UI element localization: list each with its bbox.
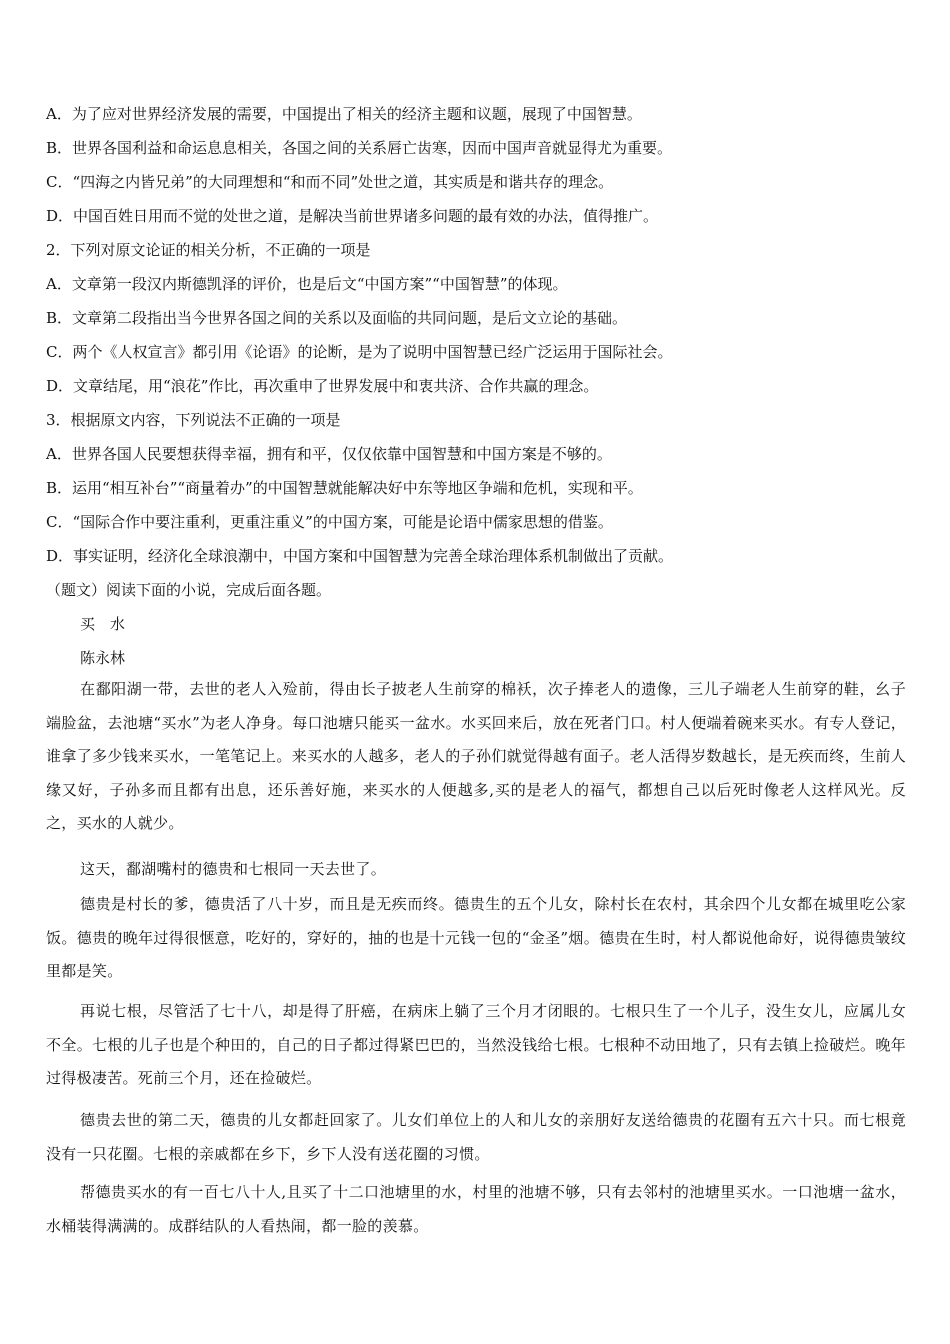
q3-option-c: C．“国际合作中要注重利，更重注重义”的中国方案，可能是论语中儒家思想的借鉴。 bbox=[46, 513, 613, 531]
q2-option-a: A．文章第一段汉内斯德凯泽的评价，也是后文“中国方案”“中国智慧”的体现。 bbox=[46, 275, 568, 293]
q3-option-b: B．运用“相互补台”“商量着办”的中国智慧就能解决好中东等地区争端和危机，实现和平。 bbox=[46, 479, 643, 497]
q2-option-c: C．两个《人权宣言》都引用《论语》的论断，是为了说明中国智慧已经广泛运用于国际社会。 bbox=[46, 343, 673, 361]
q3-stem: 3．根据原文内容，下列说法不正确的一项是 bbox=[46, 411, 341, 429]
q2-option-b: B．文章第二段指出当今世界各国之间的关系以及面临的共同问题，是后文立论的基础。 bbox=[46, 309, 628, 327]
story-title: 买 水 bbox=[80, 615, 126, 633]
q1-option-d: D．中国百姓日用而不觉的处世之道，是解决当前世界诸多问题的最有效的办法，值得推广。 bbox=[46, 207, 659, 225]
q1-option-a: A．为了应对世界经济发展的需要，中国提出了相关的经济主题和议题，展现了中国智慧。 bbox=[46, 105, 642, 123]
story-paragraph-5: 德贵去世的第二天，德贵的儿女都赶回家了。儿女们单位上的人和儿女的亲朋好友送给德贵的花圈有五六十只。而七根竟没有一只花圈。七根的亲戚都在乡下，乡下人没有送花圈的习惯。 bbox=[46, 1111, 906, 1163]
q2-option-d: D．文章结尾，用“浪花”作比，再次重申了世界发展中和衷共济、合作共赢的理念。 bbox=[46, 377, 599, 395]
story-paragraph-3: 德贵是村长的爹，德贵活了八十岁，而且是无疾而终。德贵生的五个儿女，除村长在农村，其余四个儿女都在城里吃公家饭。德贵的晚年过得很惬意，吃好的，穿好的，抽的也是十元钱一包的“金圣”烟。德贵在生时，村人都说他命好，说得德贵皱纹里都是笑。 bbox=[46, 895, 906, 980]
q1-option-c: C．“四海之内皆兄弟”的大同理想和“和而不同”处世之道，其实质是和谐共存的理念。 bbox=[46, 173, 614, 191]
q3-option-d: D．事实证明，经济化全球浪潮中，中国方案和中国智慧为完善全球治理体系机制做出了贡献。 bbox=[46, 547, 674, 565]
story-paragraph-4: 再说七根，尽管活了七十八，却是得了肝癌，在病床上躺了三个月才闭眼的。七根只生了一个儿子，没生女儿，应属儿女不全。七根的儿子也是个种田的，自己的日子都过得紧巴巴的，当然没钱给七根。七根种不动田地了，只有去镇上捡破烂。晚年过得极凄苦。死前三个月，还在捡破烂。 bbox=[46, 1002, 906, 1087]
story-paragraph-1: 在鄱阳湖一带，去世的老人入殓前，得由长子披老人生前穿的棉袄，次子捧老人的遗像，三儿子端老人生前穿的鞋，幺子端脸盆，去池塘“买水”为老人净身。每口池塘只能买一盆水。水买回来后，放在死者门口。村人便端着碗来买水。有专人登记，谁拿了多少钱来买水，一笔笔记上。来买水的人越多，老人的子孙们就觉得越有面子。老人活得岁数越长，是无疾而终，生前人缘又好，子孙多而且都有出息，还乐善好施，来买水的人便越多,买的是老人的福气，都想自己以后死时像老人这样风光。反之，买水的人就少。 bbox=[46, 680, 906, 832]
story-paragraph-2: 这天，鄱湖嘴村的德贵和七根同一天去世了。 bbox=[80, 860, 387, 878]
reading-intro: （题文）阅读下面的小说，完成后面各题。 bbox=[46, 581, 332, 599]
story-paragraph-6: 帮德贵买水的有一百七八十人,且买了十二口池塘里的水，村里的池塘不够，只有去邻村的池塘里买水。一口池塘一盆水，水桶装得满满的。成群结队的人看热闹，都一脸的羡慕。 bbox=[46, 1183, 906, 1235]
q1-option-b: B．世界各国利益和命运息息相关，各国之间的关系唇亡齿寒，因而中国声音就显得尤为重要。 bbox=[46, 139, 673, 157]
q3-option-a: A．世界各国人民要想获得幸福，拥有和平，仅仅依靠中国智慧和中国方案是不够的。 bbox=[46, 445, 612, 463]
q2-stem: 2．下列对原文论证的相关分析，不正确的一项是 bbox=[46, 241, 371, 259]
story-author: 陈永林 bbox=[80, 649, 126, 667]
